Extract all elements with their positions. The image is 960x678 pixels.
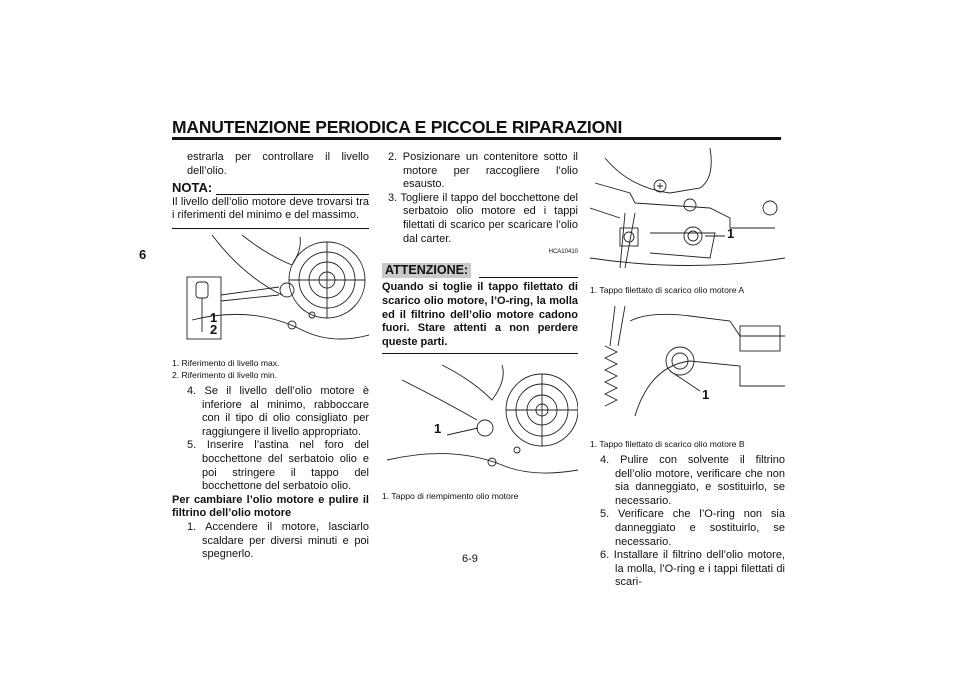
nota-heading bbox=[172, 181, 369, 195]
attention-rule bbox=[382, 353, 578, 354]
step-item: 4. Pulire con solvente il filtrino dell’olio motore, verificare che non sia danneggiato, e sostituirlo, se necessario. bbox=[600, 454, 785, 507]
code-reference: HCA10410 bbox=[548, 249, 578, 256]
step-item: 6. Installare il filtrino dell’olio motore, la molla, l’O-ring e i tappi filettati di scari- bbox=[600, 549, 785, 589]
caption: 1. Tappo di riempimento olio motore bbox=[382, 491, 519, 502]
middle-column bbox=[382, 151, 578, 502]
nota-label: NOTA: bbox=[172, 180, 213, 196]
caption: 1. Tappo filettato di scarico olio motore B bbox=[590, 439, 745, 449]
attention-heading bbox=[382, 263, 578, 279]
figure-label: 1 bbox=[727, 226, 735, 241]
oil-filler-figure bbox=[382, 360, 578, 484]
attention-text: Quando si toglie il tappo filettato di scarico olio motore, l’O-ring, la molla ed il filtrino dell’olio motore cadono fuori. Stare attenti a non perdere queste parti. bbox=[382, 281, 578, 348]
attention-label: ATTENZIONE: bbox=[382, 263, 471, 279]
dipstick-figure bbox=[172, 235, 369, 351]
step-item: 5. Inserire l’astina nel foro del bocchettone del serbatoio olio e poi stringere il tappo del bocchettone del serbatoio olio. bbox=[187, 439, 369, 493]
caption: 1. Tappo filettato di scarico olio motore A bbox=[590, 285, 745, 295]
intro-text: estrarla per controllare il livello dell’olio. bbox=[187, 151, 369, 177]
nota-text: Il livello dell’olio motore deve trovarsi tra i riferimenti del minimo e del massimo. bbox=[172, 195, 369, 222]
right-column bbox=[590, 148, 785, 590]
left-column bbox=[172, 151, 369, 562]
step-item: 5. Verificare che l’O-ring non sia danneggiato e sostituirlo, se necessario. bbox=[600, 508, 785, 548]
nota-rule bbox=[172, 228, 369, 229]
figure-label-1: 1 bbox=[210, 309, 218, 325]
step-item: 3. Togliere il tappo del bocchettone del serbatoio olio motore ed i tappi filettati di scarico per scaricare l’olio dal carter. bbox=[388, 191, 578, 245]
subheading: Per cambiare l’olio motore e pulire il filtrino dell’olio motore bbox=[172, 493, 369, 520]
caption: 2. Riferimento di livello min. bbox=[172, 369, 278, 380]
drain-plug-a-figure bbox=[590, 148, 785, 274]
figure-label-2: 2 bbox=[210, 321, 218, 337]
step-item: 4. Se il livello dell’olio motore è inferiore al minimo, rabboccare con il tipo di olio consigliato per raggiungere il livello appropriato. bbox=[187, 384, 369, 438]
figure-captions bbox=[172, 357, 369, 381]
caption: 1. Riferimento di livello max. bbox=[172, 357, 280, 368]
drain-plug-b-figure bbox=[590, 306, 785, 430]
page-number: 6-9 bbox=[462, 553, 478, 565]
figure-label: 1 bbox=[434, 421, 442, 437]
chapter-tab: 6 bbox=[139, 247, 147, 262]
title-rule bbox=[172, 137, 781, 140]
step-item: 1. Accendere il motore, lasciarlo scaldare per diversi minuti e poi spegnerlo. bbox=[187, 520, 369, 561]
page-title: MANUTENZIONE PERIODICA E PICCOLE RIPARAZIONI bbox=[172, 117, 623, 137]
figure-label: 1 bbox=[702, 387, 710, 402]
step-item: 2. Posizionare un contenitore sotto il motore per raccogliere l’olio esausto. bbox=[388, 151, 578, 191]
